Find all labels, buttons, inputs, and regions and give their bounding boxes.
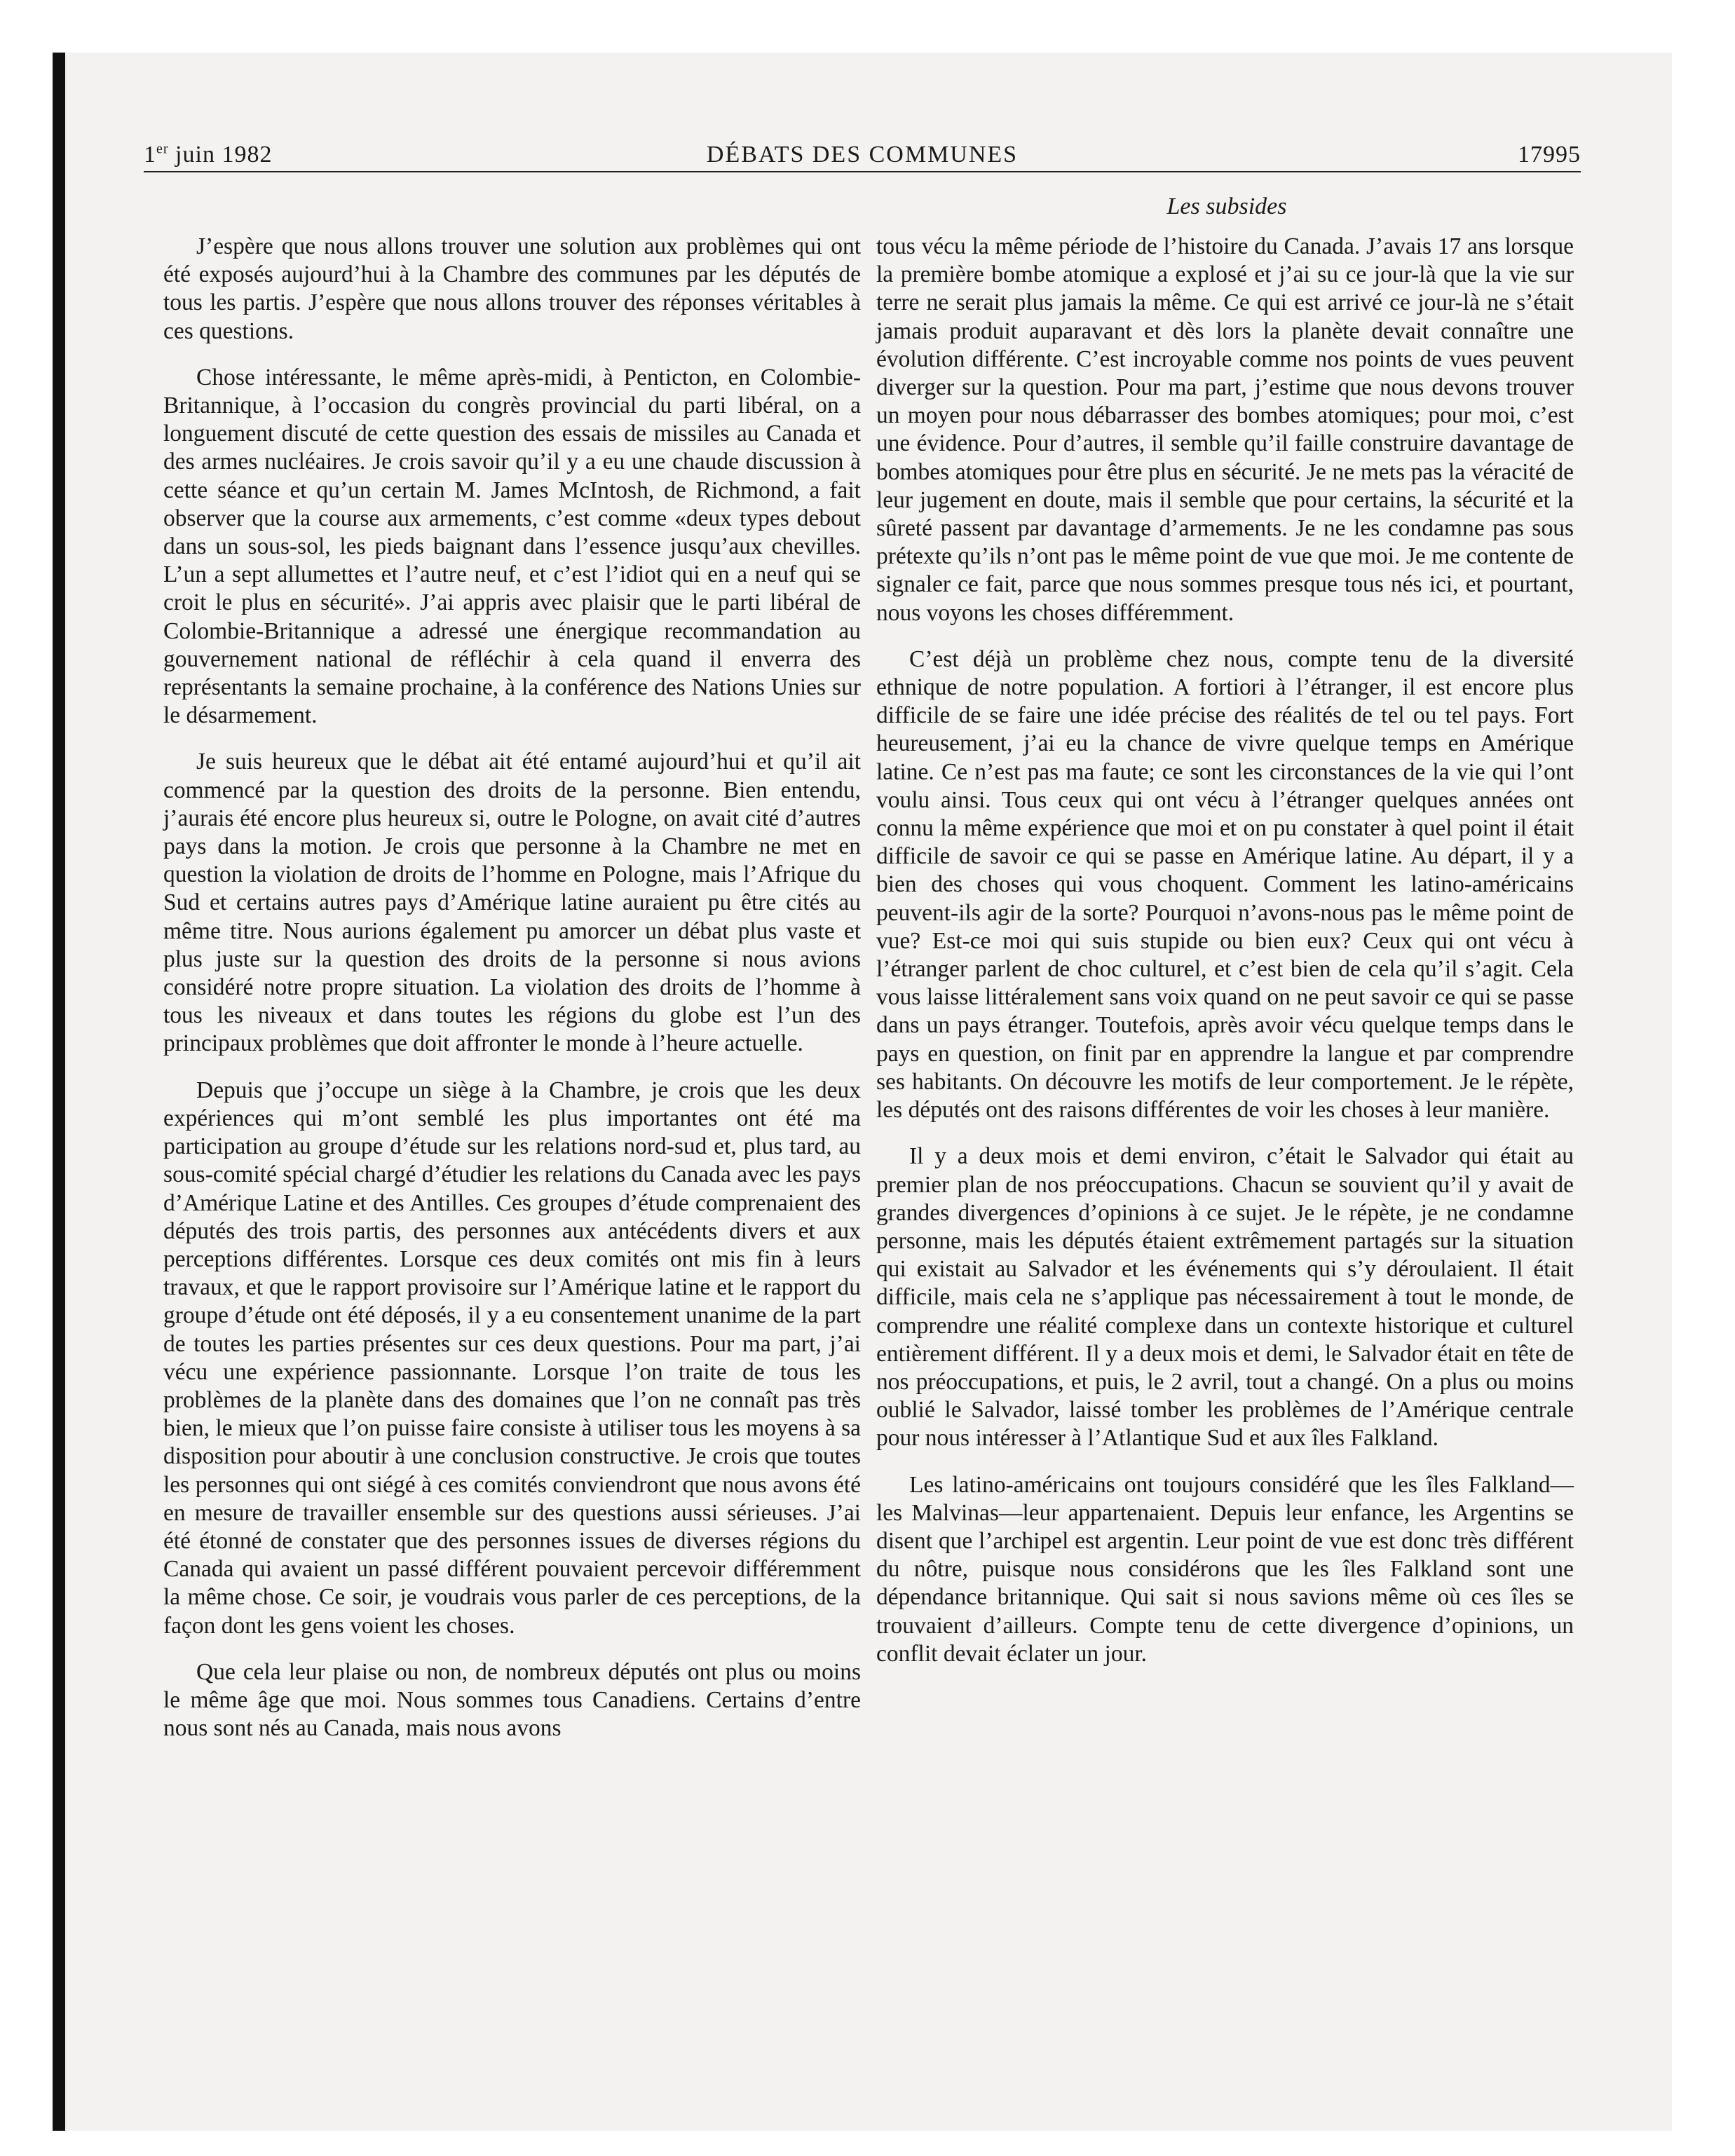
page-number: 17995: [1518, 142, 1581, 168]
header-title: DÉBATS DES COMMUNES: [706, 142, 1019, 168]
paragraph: Je suis heureux que le débat ait été entamé aujourd’hui et qu’il ait commencé par la question des droits de la personne. Bien entendu, j’aurais été encore plus heureux si, outre le Pologne, on avait cité d’autres pays dans la motion. Je crois que personne à la Chambre ne met en question la violation de droits de l’homme en Pologne, mais l’Afrique du Sud et certains autres pays d’Amérique latine auraient pu être cités au même titre. Nous aurions également pu amorcer un débat plus vaste et plus juste sur la question des droits de la personne si nous avions considéré notre propre situation. La violation des droits de l’homme à tous les niveaux et dans toutes les régions du globe est l’un des principaux problèmes que doit affronter le monde à l’heure actuelle.: [163, 749, 861, 1057]
paragraph: Les latino-américains ont toujours considéré que les îles Falkland—les Malvinas—leur appartenaient. Depuis leur enfance, les Argentins se disent que l’archipel est argentin. Leur point de vue est donc très différent du nôtre, puisque nous considérons que les îles Falkland sont une dépendance britannique. Qui sait si nous savions même où ces îles se trouvaient d’ailleurs. Compte tenu de cette divergence d’opinions, un conflit devait éclater un jour.: [876, 1471, 1574, 1667]
header-date: 1er juin 1982: [144, 141, 273, 168]
paragraph: Que cela leur plaise ou non, de nombreux députés ont plus ou moins le même âge que moi. Nous sommes tous Canadiens. Certains d’entre nous sont nés au Canada, mais nous avons: [163, 1658, 861, 1742]
paragraph: Chose intéressante, le même après-midi, à Penticton, en Colombie-Britannique, à l’occasion du congrès provincial du parti libéral, on a longuement discuté de cette question des essais de missiles au Canada et des armes nucléaires. Je crois savoir qu’il y a eu une chaude discussion à cette séance et qu’un certain M. James McIntosh, de Richmond, a fait observer que la course aux armements, c’est comme «deux types debout dans un sous-sol, les pieds baignant dans l’essence jusqu’aux chevilles. L’un a sept allumettes et l’autre neuf, et c’est l’idiot qui en a neuf qui se croit le plus en sécurité». J’ai appris avec plaisir que le parti libéral de Colombie-Britannique a adressé une énergique recommandation au gouvernement national de réfléchir à cela quand il enverra des représentants la semaine prochaine, à la conférence des Nations Unies sur le désarmement.: [163, 364, 861, 729]
running-header: [144, 137, 1581, 172]
left-column: [163, 233, 861, 1761]
paragraph: J’espère que nous allons trouver une solution aux problèmes qui ont été exposés aujourd’hui à la Chambre des communes par les députés de tous les partis. J’espère que nous allons trouver des réponses véritables à ces questions.: [163, 233, 861, 344]
scan-binding-edge: [53, 53, 65, 2131]
paragraph: tous vécu la même période de l’histoire du Canada. J’avais 17 ans lorsque la première bombe atomique a explosé et j’ai su ce jour-là que la vie sur terre ne serait plus jamais la même. Ce qui est arrivé ce jour-là ne s’était jamais produit auparavant et dès lors la planète devait connaître une évolution différente. C’est incroyable comme nos points de vues peuvent diverger sur la question. Pour ma part, j’estime que nous devons trouver un moyen pour nous débarrasser des bombes atomiques; pour moi, c’est une évidence. Pour d’autres, il semble qu’il faille construire davantage de bombes atomiques pour être plus en sécurité. Je ne mets pas la véracité de leur jugement en doute, mais il semble que pour certains, la sécurité et la sûreté passent par davantage d’armements. Je ne les condamne pas sous prétexte qu’ils n’ont pas le même point de vue que moi. Je me contente de signaler ce fait, parce que nous sommes presque tous nés ici, et pourtant, nous voyons les choses différemment.: [876, 233, 1574, 626]
right-column: [876, 233, 1574, 1686]
section-title: Les subsides: [1166, 193, 1287, 219]
paragraph: Depuis que j’occupe un siège à la Chambre, je crois que les deux expériences qui m’ont semblé les plus importantes ont été ma participation au groupe d’étude sur les relations nord-sud et, plus tard, au sous-comité spécial chargé d’étudier les relations du Canada avec les pays d’Amérique Latine et des Antilles. Ces groupes d’étude comprenaient des députés des trois partis, des personnes aux antécédents divers et aux perceptions différentes. Lorsque ces deux comités ont mis fin à leurs travaux, et que le rapport provisoire sur l’Amérique latine et le rapport du groupe d’étude ont été déposés, il y a eu consentement unanime de la part de toutes les parties présentes sur ces deux questions. Pour ma part, j’ai vécu une expérience passionnante. Lorsque l’on traite de tous les problèmes de la planète dans des domaines que l’on ne connaît pas très bien, le mieux que l’on puisse faire consiste à utiliser tous les moyens à sa disposition pour aboutir à une conclusion constructive. Je crois que toutes les personnes qui ont siégé à ces comités conviendront que nous avons été en mesure de travailler ensemble sur des questions aussi sérieuses. J’ai été étonné de constater que des personnes issues de diverses régions du Canada qui avaient un passé différent pouvaient percevoir différemment la même chose. Ce soir, je voudrais vous parler de ces perceptions, de la façon dont les gens voient les choses.: [163, 1077, 861, 1639]
paragraph: Il y a deux mois et demi environ, c’était le Salvador qui était au premier plan de nos préoccupations. Chacun se souvient qu’il y avait de grandes divergences d’opinions à ce sujet. Je le répète, je ne condamne personne, mais les députés étaient extrêmement partagés sur la situation qui existait au Salvador et les événements qui s’y déroulaient. Il était difficile, mais cela ne s’applique pas nécessairement à tout le monde, de comprendre une réalité complexe dans un contexte historique et culturel entièrement différent. Il y a deux mois et demi, le Salvador était en tête de nos préoccupations, et puis, le 2 avril, tout a changé. On a plus ou moins oublié le Salvador, laissé tomber les problèmes de l’Amérique centrale pour nous intéresser à l’Atlantique Sud et aux îles Falkland.: [876, 1143, 1574, 1452]
paragraph: C’est déjà un problème chez nous, compte tenu de la diversité ethnique de notre population. A fortiori à l’étranger, il est encore plus difficile de se faire une idée précise des réalités de tel ou tel pays. Fort heureusement, j’ai eu la chance de vivre quelque temps en Amérique latine. Ce n’est pas ma faute; ce sont les circonstances de la vie qui l’ont voulu ainsi. Tous ceux qui ont vécu à l’étranger quelques années ont connu la même expérience que moi et on pu constater à quel point il était difficile de savoir ce qui se passe en Amérique latine. Au départ, il y a bien des choses qui vous choquent. Comment les latino-américains peuvent-ils agir de la sorte? Pourquoi n’avons-nous pas le même point de vue? Est-ce moi qui suis stupide ou bien eux? Ceux qui ont vécu à l’étranger parlent de choc culturel, et c’est bien de cela qu’il s’agit. Cela vous laisse littéralement sans voix quand on ne peut savoir ce qui se passe dans un pays étranger. Toutefois, après avoir vécu quelque temps dans le pays en question, on finit par en apprendre la langue et par comprendre ses habitants. On découvre les motifs de leur comportement. Je le répète, les députés ont des raisons différentes de voir les choses à leur manière.: [876, 646, 1574, 1124]
